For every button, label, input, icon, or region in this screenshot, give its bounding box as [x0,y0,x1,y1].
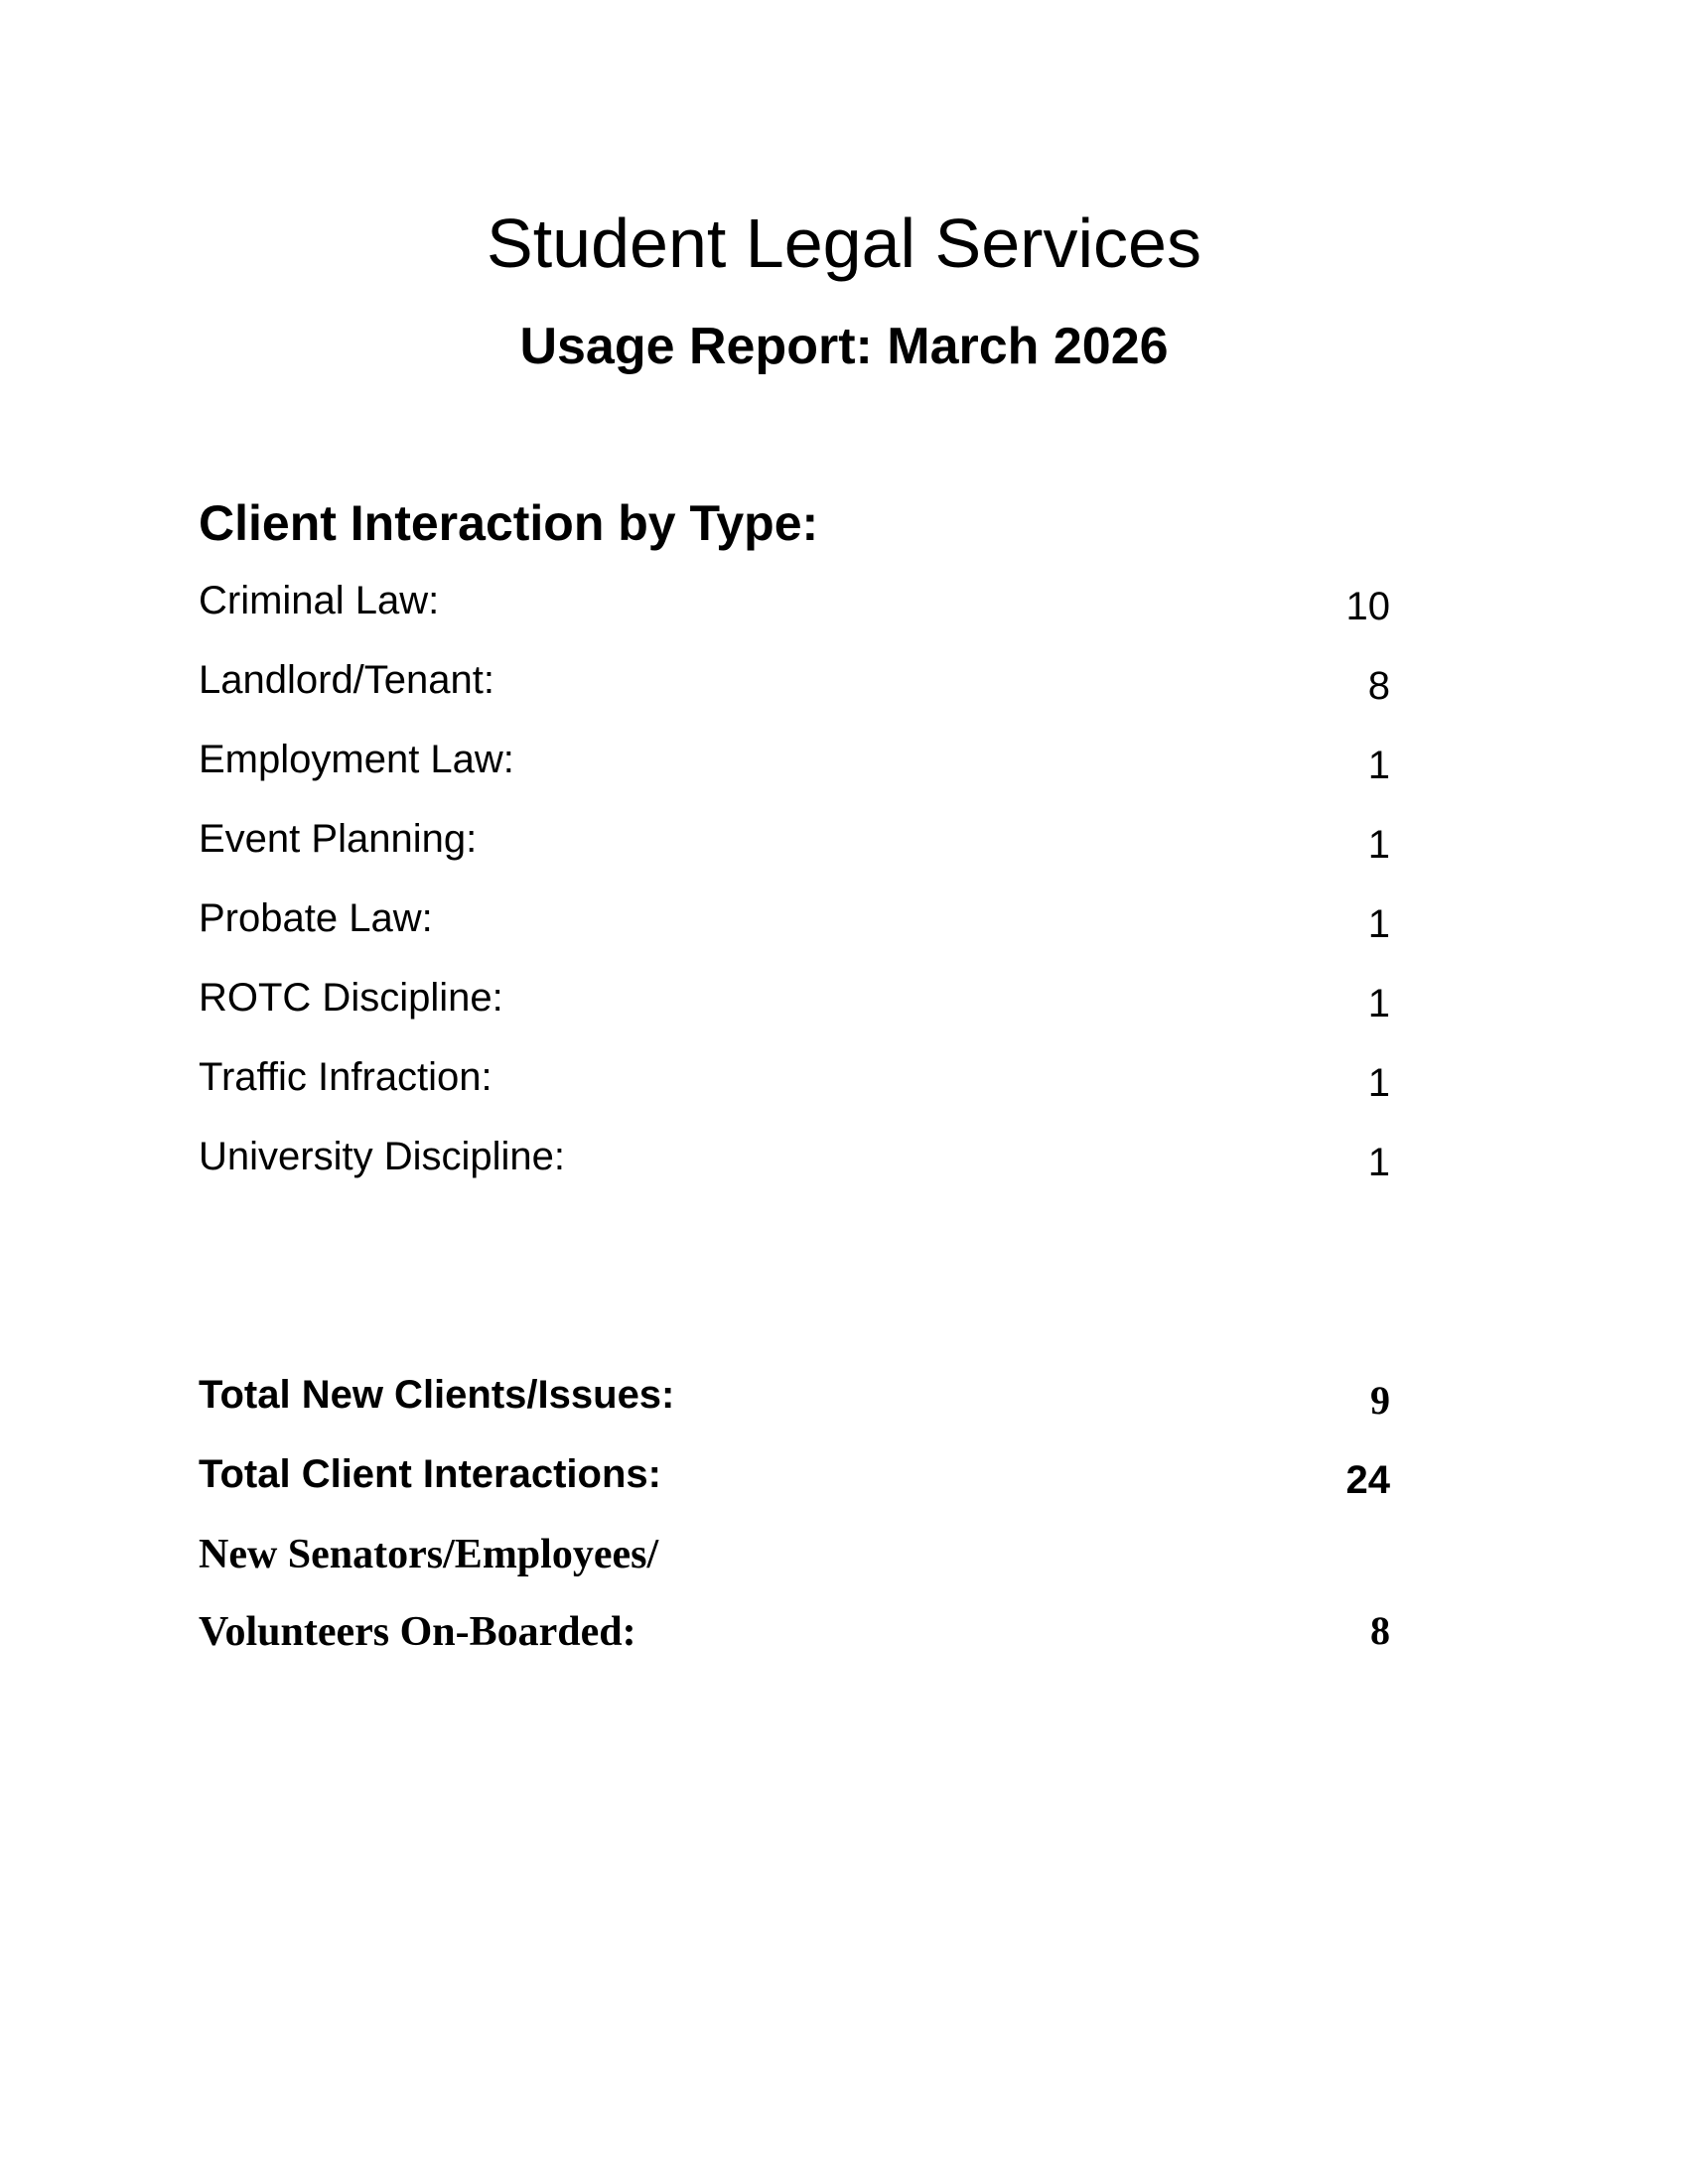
list-item [199,1132,1390,1191]
item-label: Probate Law: [199,896,433,940]
item-value: 10 [1345,585,1390,628]
item-label: University Discipline: [199,1135,565,1178]
item-label: Event Planning: [199,817,478,861]
page-title: Student Legal Services [487,205,1201,282]
onboarded-label-line2: Volunteers On-Boarded: [199,1609,636,1655]
section-heading: Client Interaction by Type: [199,495,819,551]
item-value: 1 [1367,1061,1390,1105]
list-item [199,814,1390,874]
item-label: Criminal Law: [199,579,440,622]
item-label: Traffic Infraction: [199,1055,492,1099]
list-item [199,973,1390,1032]
item-label: ROTC Discipline: [199,976,503,1020]
item-value: 1 [1367,1141,1390,1184]
item-value: 1 [1367,823,1390,867]
total-interactions-value: 24 [1345,1458,1390,1502]
list-item [199,1052,1390,1112]
total-interactions-row [199,1449,1390,1509]
page-subtitle: Usage Report: March 2026 [519,318,1169,375]
onboarded-value: 8 [1370,1608,1390,1653]
list-item [199,735,1390,794]
onboarded-row [199,1600,1390,1660]
list-item [199,576,1390,635]
total-new-clients-label: Total New Clients/Issues: [199,1373,675,1417]
onboarded-label-line1: New Senators/Employees/ [199,1532,659,1577]
item-label: Employment Law: [199,738,514,781]
item-value: 8 [1367,664,1390,708]
list-item [199,893,1390,953]
item-value: 1 [1367,902,1390,946]
item-value: 1 [1367,744,1390,787]
item-value: 1 [1367,982,1390,1025]
total-new-clients-row [199,1370,1390,1430]
list-item [199,655,1390,715]
total-interactions-label: Total Client Interactions: [199,1452,661,1496]
total-new-clients-value: 9 [1370,1378,1390,1423]
item-label: Landlord/Tenant: [199,658,495,702]
